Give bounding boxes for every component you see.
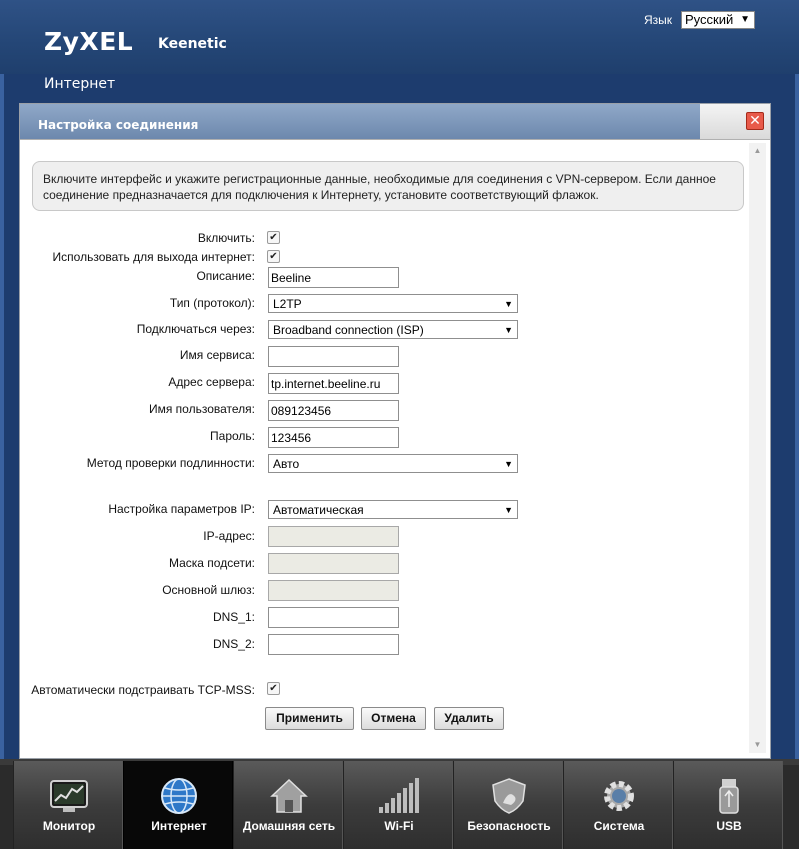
dialog-scrollbar[interactable]: [749, 143, 766, 753]
ip-settings-select[interactable]: [268, 500, 518, 519]
nav-system[interactable]: [563, 761, 673, 849]
usb-icon: [709, 777, 749, 815]
dns1-label: DNS_1:: [212, 610, 255, 624]
username-label: Имя пользователя:: [148, 402, 255, 416]
chevron-down-icon: ▼: [504, 459, 513, 469]
service-name-label: Имя сервиса:: [179, 348, 255, 362]
tcp-mss-label: Автоматически подстраивать TCP-MSS:: [31, 683, 255, 697]
dns2-label: DNS_2:: [212, 637, 255, 651]
service-name-input[interactable]: [268, 346, 399, 367]
nav-wifi-label: Wi-Fi: [384, 819, 414, 833]
nav-system-label: Система: [593, 819, 645, 833]
wifi-icon: [379, 777, 419, 815]
scroll-up-icon[interactable]: ▲: [753, 146, 762, 155]
description-input[interactable]: Beeline: [268, 267, 399, 288]
password-label: Пароль:: [210, 429, 255, 443]
nav-internet[interactable]: [123, 761, 233, 849]
close-button[interactable]: [746, 112, 764, 130]
scroll-down-icon[interactable]: ▼: [753, 740, 762, 749]
nav-monitor[interactable]: [13, 761, 123, 849]
server-address-input[interactable]: tp.internet.beeline.ru: [268, 373, 399, 394]
use-for-internet-checkbox[interactable]: ✔: [267, 250, 280, 263]
dialog-title: Настройка соединения: [38, 118, 199, 132]
nav-security-label: Безопасность: [467, 819, 551, 833]
protocol-select[interactable]: [268, 294, 518, 313]
dialog-titlebar: [20, 104, 770, 140]
chevron-down-icon: ▼: [504, 325, 513, 335]
auth-method-label: Метод проверки подлинности:: [86, 456, 255, 470]
gateway-input: [268, 580, 399, 601]
cancel-button[interactable]: Отмена: [361, 707, 426, 730]
nav-security[interactable]: [453, 761, 563, 849]
nav-home-network-label: Домашняя сеть: [242, 819, 336, 833]
connect-via-value: Broadband connection (ISP): [273, 323, 424, 337]
gateway-label: Основной шлюз:: [162, 583, 255, 597]
ip-address-input: [268, 526, 399, 547]
password-input[interactable]: 123456: [268, 427, 399, 448]
bottom-navigation: [0, 759, 799, 849]
language-select[interactable]: [681, 11, 755, 29]
header: [0, 0, 799, 74]
enable-label: Включить:: [197, 231, 255, 245]
protocol-label: Тип (протокол):: [169, 296, 255, 310]
close-icon: ✕: [749, 112, 761, 128]
chevron-down-icon: ▼: [504, 505, 513, 515]
use-for-internet-label: Использовать для выхода интернет:: [52, 250, 255, 264]
subnet-mask-label: Маска подсети:: [168, 556, 255, 570]
nav-usb[interactable]: [673, 761, 783, 849]
apply-button[interactable]: Применить: [265, 707, 354, 730]
connect-via-label: Подключаться через:: [136, 322, 255, 336]
nav-wifi[interactable]: [343, 761, 453, 849]
page-title: Интернет: [44, 76, 116, 92]
nav-monitor-label: Монитор: [42, 819, 96, 833]
shield-icon: [489, 777, 529, 815]
ip-address-label: IP-адрес:: [203, 529, 255, 543]
subnet-mask-input: [268, 553, 399, 574]
globe-icon: [159, 777, 199, 815]
chevron-down-icon: ▼: [740, 14, 750, 25]
dns2-input[interactable]: [268, 634, 399, 655]
info-message: Включите интерфейс и укажите регистрационные данные, необходимые для соединения с VPN-сервером. Если данное соединение предназначается для подключения к Интернету, установите соответствующий флажок.: [32, 161, 744, 211]
language-label: Язык: [644, 13, 673, 27]
server-address-label: Адрес сервера:: [168, 375, 255, 389]
enable-checkbox[interactable]: ✔: [267, 231, 280, 244]
description-label: Описание:: [196, 269, 255, 283]
connect-via-select[interactable]: [268, 320, 518, 339]
gear-icon: [599, 777, 639, 815]
dns1-input[interactable]: [268, 607, 399, 628]
connection-settings-dialog: [19, 103, 771, 759]
left-border: [0, 74, 4, 764]
username-input[interactable]: 089123456: [268, 400, 399, 421]
chevron-down-icon: ▼: [504, 299, 513, 309]
delete-button[interactable]: Удалить: [434, 707, 504, 730]
nav-internet-label: Интернет: [151, 819, 207, 833]
home-icon: [269, 777, 309, 815]
language-value: Русский: [685, 12, 734, 27]
right-border: [795, 74, 799, 764]
ip-settings-label: Настройка параметров IP:: [108, 502, 255, 516]
auth-method-value: Авто: [273, 457, 300, 471]
tcp-mss-checkbox[interactable]: ✔: [267, 682, 280, 695]
monitor-icon: [49, 777, 89, 815]
nav-home-network[interactable]: [233, 761, 343, 849]
brand-logo: ZyXEL: [44, 27, 134, 56]
ip-settings-value: Автоматическая: [273, 503, 364, 517]
protocol-value: L2TP: [273, 297, 302, 311]
nav-usb-label: USB: [716, 819, 742, 833]
product-name: Keenetic: [158, 36, 227, 52]
auth-method-select[interactable]: [268, 454, 518, 473]
